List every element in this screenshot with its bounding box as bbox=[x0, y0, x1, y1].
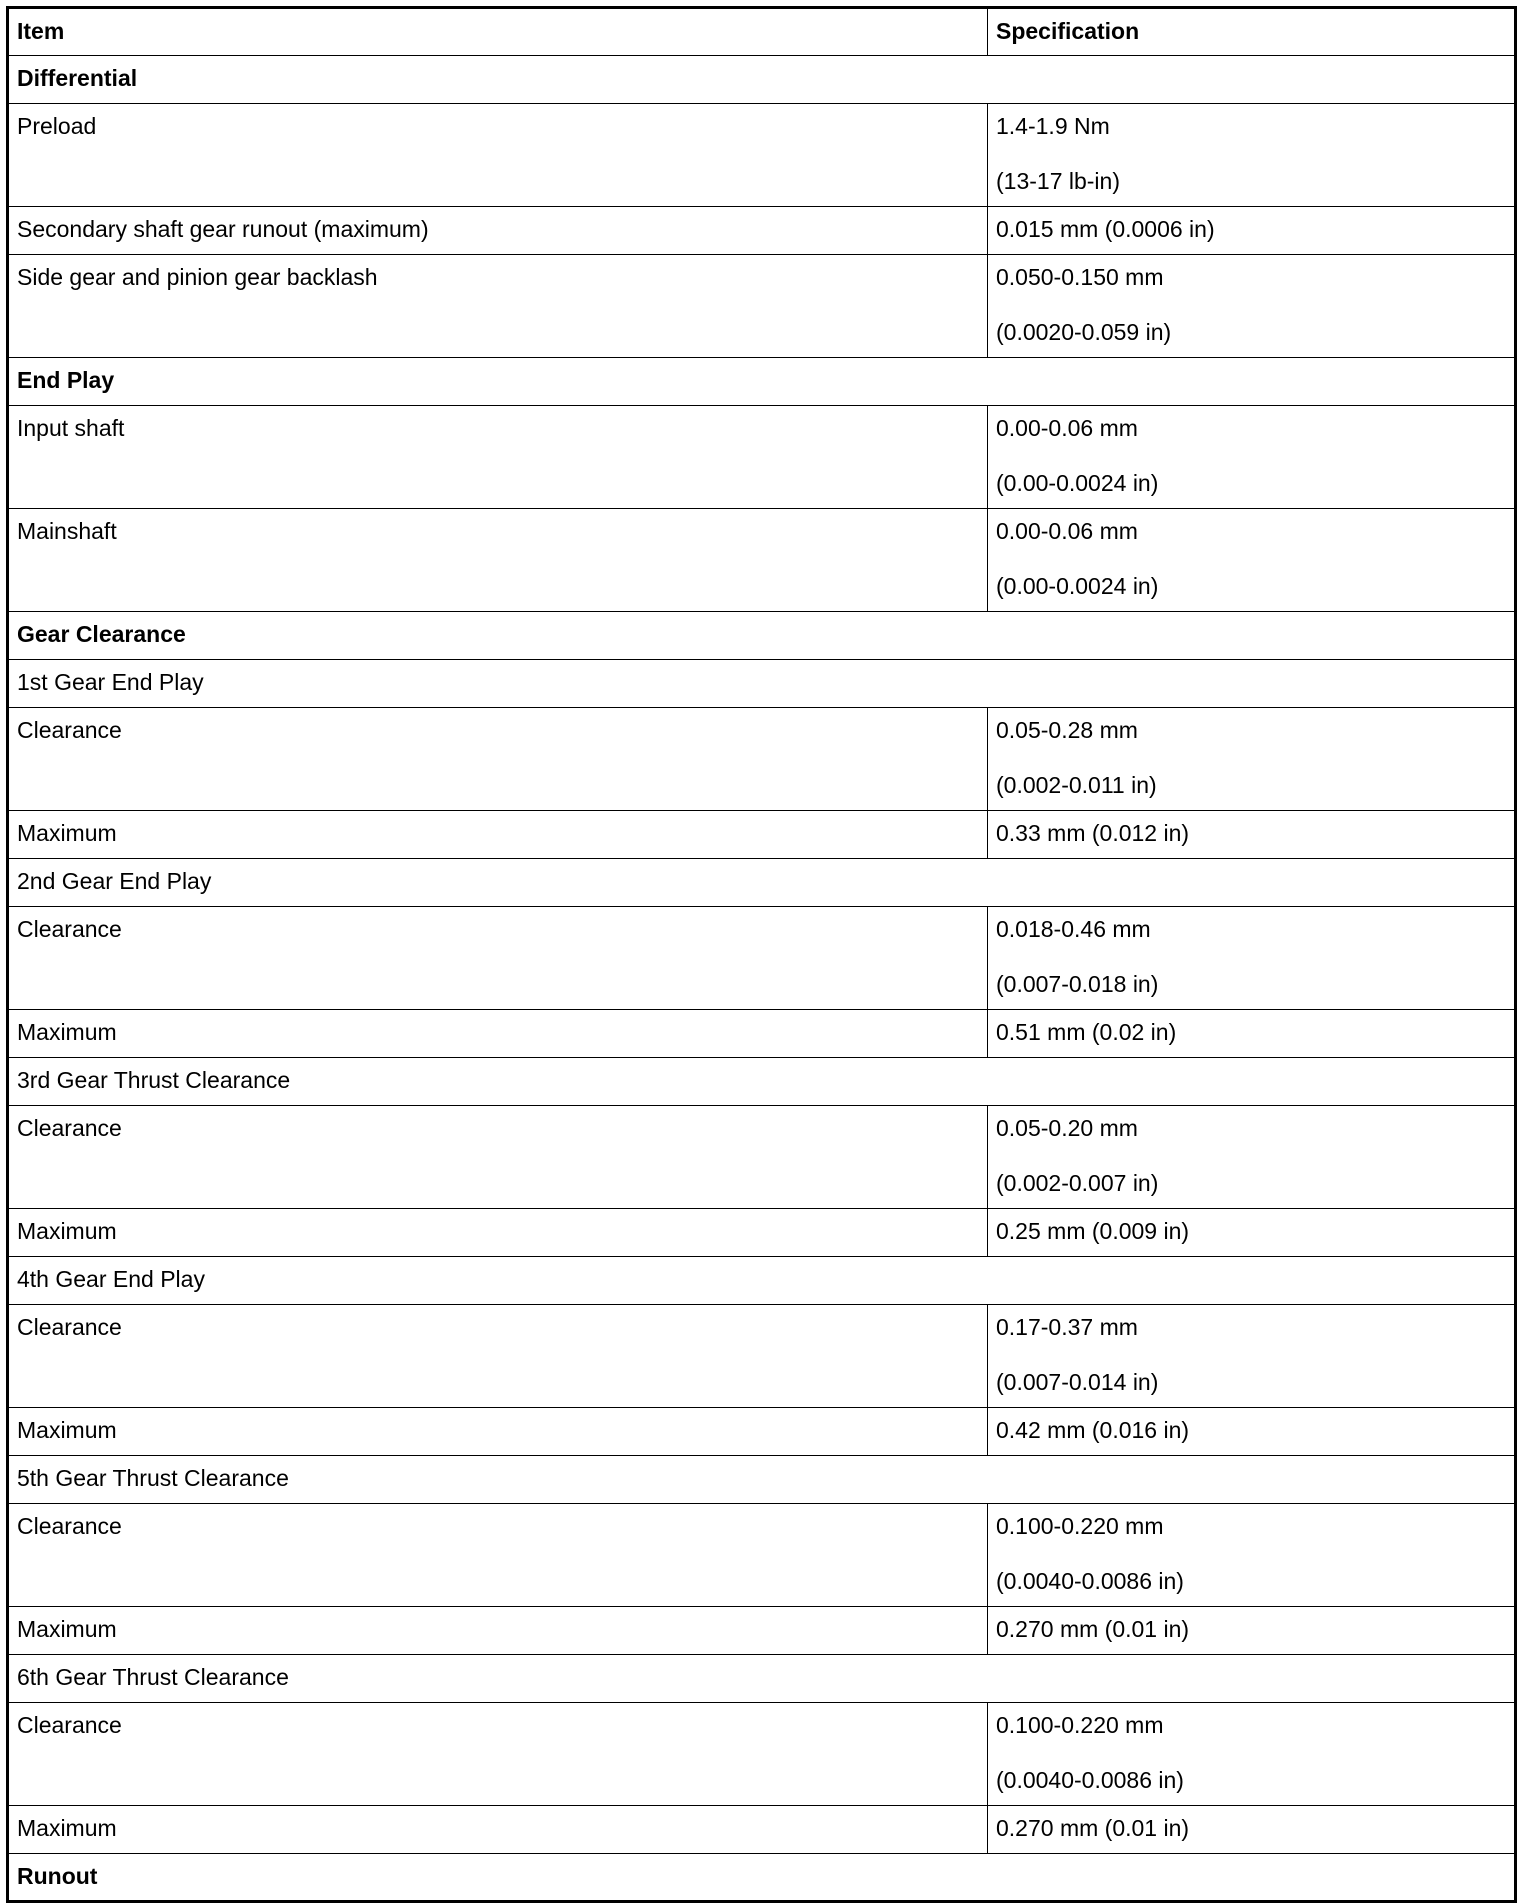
specification-value-cell bbox=[988, 207, 1516, 255]
specification-value-cell bbox=[988, 1209, 1516, 1257]
spec-value-metric: 0.33 mm (0.012 in) bbox=[996, 820, 1190, 846]
spec-value-metric: 0.00-0.06 mm bbox=[996, 415, 1138, 441]
table-row bbox=[8, 708, 1516, 811]
specification-value-cell bbox=[988, 1607, 1516, 1655]
specification-value-cell bbox=[988, 708, 1516, 811]
subsection-title: 6th Gear Thrust Clearance bbox=[8, 1655, 1516, 1703]
column-header-item: Item bbox=[8, 8, 988, 56]
table-row bbox=[8, 907, 1516, 1010]
spec-value-metric: 0.25 mm (0.009 in) bbox=[996, 1218, 1190, 1244]
table-row bbox=[8, 1806, 1516, 1854]
item-label: Clearance bbox=[8, 708, 988, 811]
section-title: Runout bbox=[8, 1854, 1516, 1902]
table-row bbox=[8, 406, 1516, 509]
table-row bbox=[8, 1305, 1516, 1408]
table-row bbox=[8, 1106, 1516, 1209]
spec-value-imperial: (0.00-0.0024 in) bbox=[996, 470, 1159, 496]
specification-table bbox=[6, 6, 1517, 1903]
subsection-header-row bbox=[8, 1456, 1516, 1504]
table-header-row bbox=[8, 8, 1516, 56]
subsection-title: 3rd Gear Thrust Clearance bbox=[8, 1058, 1516, 1106]
section-title: End Play bbox=[8, 358, 1516, 406]
specification-value-cell bbox=[988, 1106, 1516, 1209]
spec-value-imperial: (0.00-0.0024 in) bbox=[996, 573, 1159, 599]
specification-value-cell bbox=[988, 1010, 1516, 1058]
spec-value-imperial: (0.007-0.014 in) bbox=[996, 1369, 1159, 1395]
spec-value-imperial: (0.0020-0.059 in) bbox=[996, 319, 1172, 345]
specification-value-cell bbox=[988, 811, 1516, 859]
spec-value-imperial: (0.002-0.011 in) bbox=[996, 772, 1157, 798]
item-label: Clearance bbox=[8, 907, 988, 1010]
table-row bbox=[8, 1209, 1516, 1257]
subsection-header-row bbox=[8, 859, 1516, 907]
item-label: Maximum bbox=[8, 1806, 988, 1854]
spec-value-metric: 0.015 mm (0.0006 in) bbox=[996, 216, 1215, 242]
spec-value-imperial: (0.0040-0.0086 in) bbox=[996, 1767, 1184, 1793]
table-row bbox=[8, 811, 1516, 859]
item-label: Maximum bbox=[8, 811, 988, 859]
subsection-title: 4th Gear End Play bbox=[8, 1257, 1516, 1305]
section-title: Gear Clearance bbox=[8, 612, 1516, 660]
spec-value-metric: 0.05-0.20 mm bbox=[996, 1115, 1138, 1141]
spec-value-metric: 0.42 mm (0.016 in) bbox=[996, 1417, 1190, 1443]
section-header-row bbox=[8, 1854, 1516, 1902]
item-label: Maximum bbox=[8, 1408, 988, 1456]
table-row bbox=[8, 207, 1516, 255]
specification-table-body bbox=[8, 8, 1516, 1902]
table-row bbox=[8, 1607, 1516, 1655]
item-label: Maximum bbox=[8, 1010, 988, 1058]
spec-value-imperial: (13-17 lb-in) bbox=[996, 168, 1120, 194]
spec-value-metric: 0.100-0.220 mm bbox=[996, 1513, 1164, 1539]
item-label: Input shaft bbox=[8, 406, 988, 509]
table-row bbox=[8, 104, 1516, 207]
item-label: Preload bbox=[8, 104, 988, 207]
item-label: Mainshaft bbox=[8, 509, 988, 612]
spec-value-metric: 0.018-0.46 mm bbox=[996, 916, 1151, 942]
specification-value-cell bbox=[988, 1806, 1516, 1854]
item-label: Secondary shaft gear runout (maximum) bbox=[8, 207, 988, 255]
spec-value-metric: 0.51 mm (0.02 in) bbox=[996, 1019, 1177, 1045]
specification-value-cell bbox=[988, 1305, 1516, 1408]
item-label: Maximum bbox=[8, 1209, 988, 1257]
table-row bbox=[8, 1408, 1516, 1456]
spec-value-imperial: (0.0040-0.0086 in) bbox=[996, 1568, 1184, 1594]
spec-value-metric: 0.050-0.150 mm bbox=[996, 264, 1164, 290]
specification-value-cell bbox=[988, 1408, 1516, 1456]
item-label: Clearance bbox=[8, 1305, 988, 1408]
subsection-header-row bbox=[8, 1257, 1516, 1305]
subsection-title: 5th Gear Thrust Clearance bbox=[8, 1456, 1516, 1504]
table-row bbox=[8, 255, 1516, 358]
spec-value-metric: 0.100-0.220 mm bbox=[996, 1712, 1164, 1738]
subsection-header-row bbox=[8, 1655, 1516, 1703]
spec-table-container bbox=[6, 6, 1514, 1903]
spec-value-metric: 0.17-0.37 mm bbox=[996, 1314, 1138, 1340]
specification-value-cell bbox=[988, 104, 1516, 207]
spec-value-imperial: (0.007-0.018 in) bbox=[996, 971, 1159, 997]
specification-value-cell bbox=[988, 255, 1516, 358]
section-title: Differential bbox=[8, 56, 1516, 104]
item-label: Clearance bbox=[8, 1504, 988, 1607]
specification-value-cell bbox=[988, 907, 1516, 1010]
subsection-title: 1st Gear End Play bbox=[8, 660, 1516, 708]
table-row bbox=[8, 1703, 1516, 1806]
subsection-title: 2nd Gear End Play bbox=[8, 859, 1516, 907]
specification-value-cell bbox=[988, 509, 1516, 612]
item-label: Side gear and pinion gear backlash bbox=[8, 255, 988, 358]
spec-value-metric: 0.270 mm (0.01 in) bbox=[996, 1616, 1190, 1642]
spec-value-metric: 0.00-0.06 mm bbox=[996, 518, 1138, 544]
table-row bbox=[8, 1504, 1516, 1607]
spec-value-metric: 0.270 mm (0.01 in) bbox=[996, 1815, 1190, 1841]
column-header-specification: Specification bbox=[988, 8, 1516, 56]
item-label: Clearance bbox=[8, 1106, 988, 1209]
subsection-header-row bbox=[8, 1058, 1516, 1106]
table-row bbox=[8, 1010, 1516, 1058]
spec-value-metric: 1.4-1.9 Nm bbox=[996, 113, 1110, 139]
section-header-row bbox=[8, 358, 1516, 406]
specification-value-cell bbox=[988, 406, 1516, 509]
specification-value-cell bbox=[988, 1504, 1516, 1607]
section-header-row bbox=[8, 56, 1516, 104]
spec-value-metric: 0.05-0.28 mm bbox=[996, 717, 1138, 743]
spec-value-imperial: (0.002-0.007 in) bbox=[996, 1170, 1159, 1196]
item-label: Clearance bbox=[8, 1703, 988, 1806]
item-label: Maximum bbox=[8, 1607, 988, 1655]
specification-value-cell bbox=[988, 1703, 1516, 1806]
subsection-header-row bbox=[8, 660, 1516, 708]
section-header-row bbox=[8, 612, 1516, 660]
table-row bbox=[8, 509, 1516, 612]
